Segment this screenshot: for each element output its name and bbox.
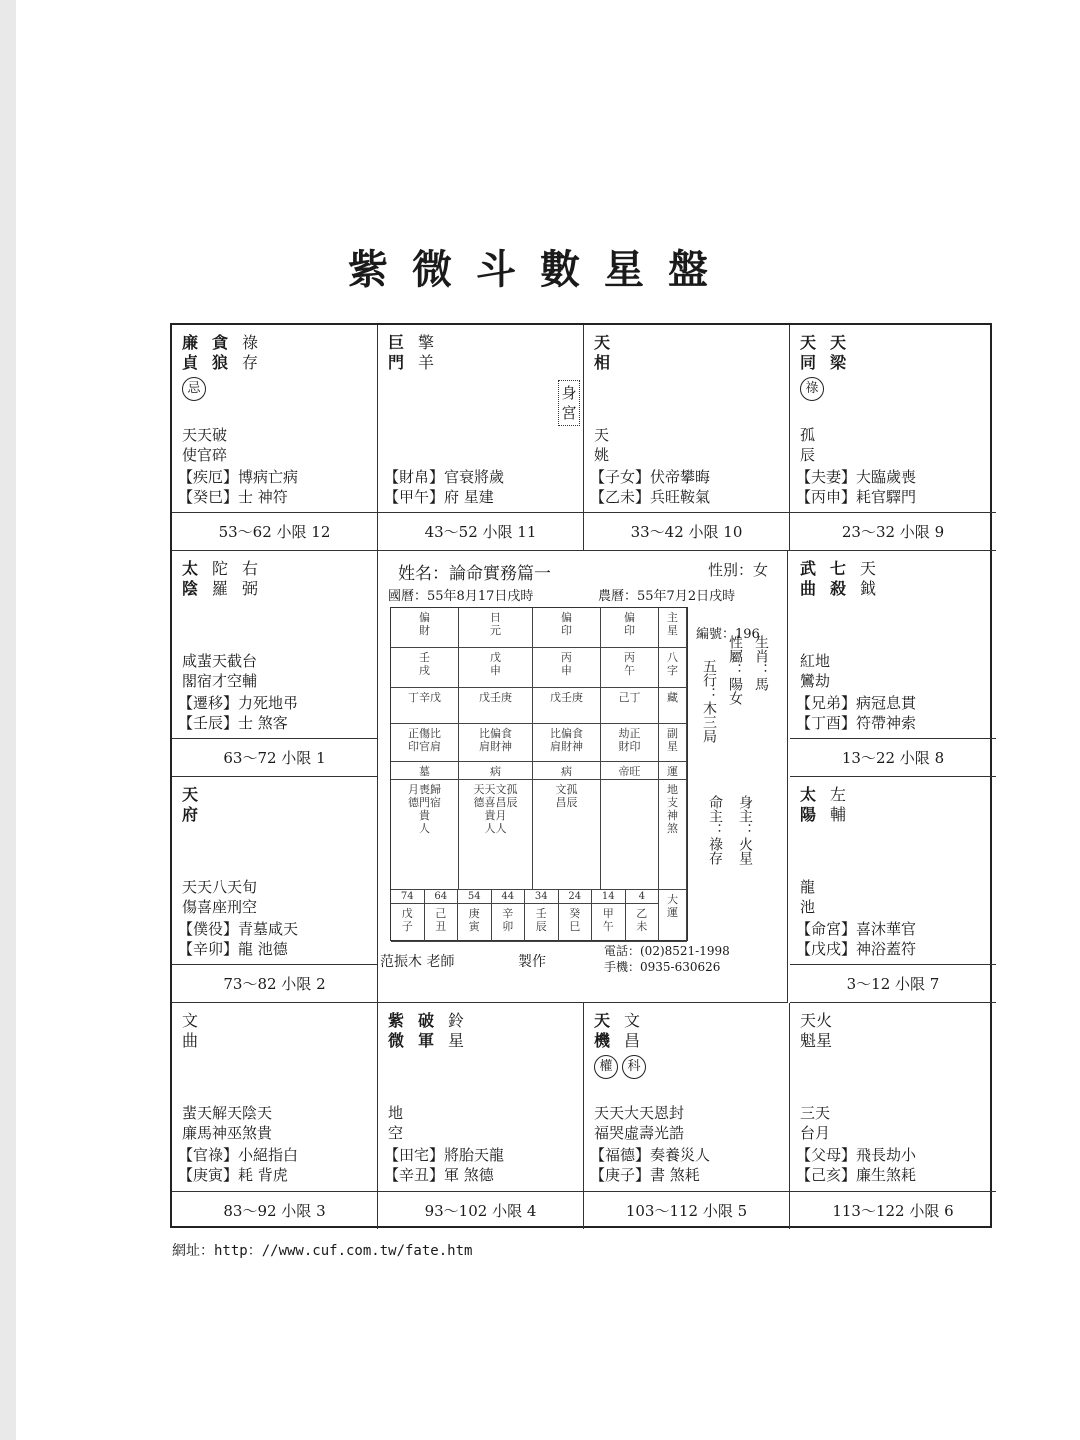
palace-cell [790,1003,996,1229]
dayun-age: 64 [425,890,459,904]
small-stars: 紅地 鸞劫 [800,652,831,690]
scan-edge [0,0,16,1440]
small-limit: 93～102 小限 4 [378,1191,583,1229]
palace-cell [172,1003,378,1229]
palace-stars [182,333,272,401]
dayun-age: 54 [458,890,492,904]
palace-cell [378,325,584,551]
palace-name [796,467,916,507]
small-stars: 蜚天解天陰天 廉馬神巫煞貴 [182,1104,273,1142]
small-limit: 33～42 小限 10 [584,512,789,550]
bazi-cell: 偏 財 [391,608,459,648]
palace-stem: 【癸巳】士 神符 [178,488,288,506]
bazi-cell: 偏 印 [533,608,601,648]
bazi-cell: 藏 [659,688,687,724]
bazi-grid [390,607,688,941]
bazi-cell: 劫正 財印 [601,724,659,762]
marks [594,1051,654,1079]
minor-star: 天 鉞 [860,559,877,598]
bazi-cell: 丙 申 [533,648,601,688]
chart-center [378,551,788,1003]
palace-cell [584,1003,790,1229]
palace-name [178,467,298,507]
body-master: 身主：火星 [737,795,753,865]
bazi-cell: 病 [533,762,601,780]
bazi-cell: 壬 戌 [391,648,459,688]
palace-stars [800,1011,846,1051]
palace-stem: 【己亥】廉生煞耗 [796,1166,917,1184]
gender-field: 性別：女 [708,561,769,579]
palace-stem: 【戊戌】神浴蓋符 [796,940,917,958]
palace-stars [182,559,272,599]
made-label: 製作 [518,954,546,970]
small-limit: 63～72 小限 1 [172,738,377,776]
palace-stem: 【乙未】兵旺鞍氣 [590,488,711,506]
marks [182,373,272,401]
palace-stem: 【庚寅】耗 背虎 [178,1166,288,1184]
maker: 范振木 老師 [380,954,455,970]
palace-name [590,1145,710,1185]
palace-name [590,467,710,507]
minor-star: 擎 羊 [418,333,435,372]
bazi-cell: 病 [459,762,533,780]
bazi-cell: 主 星 [659,608,687,648]
footer-url: 網址：http：//www.cuf.com.tw/fate.htm [172,1243,473,1259]
dayun-age: 34 [525,890,559,904]
minor-star: 文 昌 [624,1011,641,1050]
small-stars: 龍 池 [800,878,816,916]
palace-stars [800,785,860,825]
transform-mark: 祿 [800,377,824,401]
palace-stem: 【丁酉】符帶神索 [796,714,917,732]
palace-line: 【疾厄】博病亡病 [178,468,299,486]
main-star: 七 殺 [830,559,847,598]
main-star: 紫 微 [388,1011,405,1050]
bazi-cell: 天天文孤 德喜昌辰 貴月 人人 [459,780,533,890]
bazi-cell: 戊壬庚 [533,688,601,724]
palace-line: 【兄弟】病冠息貫 [796,694,917,712]
bazi-cell: 丙 午 [601,648,659,688]
palace-cell [790,777,996,1003]
dayun-ganzhi: 壬 辰 [525,904,559,942]
small-stars: 天 姚 [594,426,610,464]
bazi-cell: 偏 印 [601,608,659,648]
palace-line: 【福德】奏養災人 [590,1146,711,1164]
code-number: 編號：196 [696,627,760,642]
main-star: 天 府 [182,785,199,824]
palace-stars [800,333,860,401]
palace-stars [182,1011,212,1051]
dayun-label: 大 運 [659,890,687,942]
minor-star: 天火 魁星 [800,1011,833,1050]
dayun-ganzhi: 戊 子 [391,904,425,942]
small-limit: 13～22 小限 8 [790,738,996,776]
small-stars: 地 空 [388,1104,404,1142]
main-star: 武 曲 [800,559,817,598]
dayun-ganzhi: 甲 午 [592,904,626,942]
palace-cell [790,551,996,777]
palace-name [796,1145,916,1185]
minor-star: 鈴 星 [448,1011,465,1050]
zodiac: 生肖：馬 [753,635,769,691]
phone: 電話：(02)8521-1998 手機：0935-630626 [604,944,730,974]
dayun-ganzhi: 辛 卯 [492,904,526,942]
bazi-cell: 月喪歸 德門宿 貴 人 [391,780,459,890]
small-limit: 103～112 小限 5 [584,1191,789,1229]
palace-stem: 【壬辰】士 煞客 [178,714,288,732]
palace-stem: 【辛卯】龍 池德 [178,940,288,958]
small-stars: 孤 辰 [800,426,816,464]
palace-name [178,919,298,959]
minor-star: 左 輔 [830,785,847,824]
dayun-ganzhi: 乙 未 [626,904,660,942]
bazi-cell: 丁辛戊 [391,688,459,724]
life-master: 命主：祿存 [707,795,723,865]
main-star: 太 陰 [182,559,199,598]
palace-stars [182,785,212,825]
name-field: 姓名：論命實務篇一 [398,564,551,584]
gender-sign: 性屬：陽女 [727,635,743,705]
palace-line: 【父母】飛長劫小 [796,1146,917,1164]
small-stars: 三天 台月 [800,1104,831,1142]
bazi-cell: 墓 [391,762,459,780]
small-limit: 23～32 小限 9 [790,512,996,550]
palace-name [384,467,504,507]
transform-mark: 科 [622,1055,646,1079]
marks [800,373,860,401]
palace-stem: 【庚子】書 煞耗 [590,1166,700,1184]
bazi-cell [601,780,659,890]
palace-name [796,919,916,959]
palace-line: 【遷移】力死地弔 [178,694,299,712]
palace-stars [800,559,890,599]
palace-stars [594,1011,654,1079]
small-limit: 3～12 小限 7 [790,964,996,1002]
dayun-age: 4 [626,890,660,904]
five-elements: 五行：木三局 [701,659,717,743]
main-star: 廉 貞 [182,333,199,372]
bazi-cell: 比偏食 肩財神 [459,724,533,762]
page-title: 紫微斗數星盤 [348,246,732,293]
transform-mark: 權 [594,1055,618,1079]
palace-cell [790,325,996,551]
bazi-cell: 戊 申 [459,648,533,688]
solar-date: 國曆：55年8月17日戌時 [388,589,534,604]
bazi-cell: 日 元 [459,608,533,648]
body-palace-tag: 身 宮 [558,380,580,426]
palace-line: 【子女】伏帝攀晦 [590,468,711,486]
palace-stars [388,333,448,373]
palace-line: 【僕役】青墓咸天 [178,920,299,938]
dayun-age: 74 [391,890,425,904]
palace-name [178,693,298,733]
minor-star: 陀 羅 [212,559,229,598]
palace-name [178,1145,298,1185]
dayun-ganzhi: 己 丑 [425,904,459,942]
palace-line: 【命宮】喜沐華官 [796,920,917,938]
small-limit: 53～62 小限 12 [172,512,377,550]
bazi-cell: 地 支 神 煞 [659,780,687,890]
main-star: 天 同 [800,333,817,372]
small-stars: 天天大天恩封 福哭虛壽光誥 [594,1104,685,1142]
main-star: 巨 門 [388,333,405,372]
dayun-age: 14 [592,890,626,904]
small-limit: 83～92 小限 3 [172,1191,377,1229]
small-stars: 天天破 使官碎 [182,426,228,464]
main-star: 天 梁 [830,333,847,372]
main-star: 太 陽 [800,785,817,824]
palace-stem: 【辛丑】軍 煞德 [384,1166,494,1184]
palace-cell [172,325,378,551]
small-stars: 天天八天旬 傷喜座刑空 [182,878,258,916]
main-star: 天 機 [594,1011,611,1050]
bazi-cell: 比偏食 肩財神 [533,724,601,762]
palace-line: 【田宅】將胎天龍 [384,1146,505,1164]
palace-stars [388,1011,478,1051]
dayun-age: 44 [492,890,526,904]
palace-name [796,693,916,733]
palace-stem: 【甲午】府 星建 [384,488,494,506]
palace-stars [594,333,624,373]
small-limit: 73～82 小限 2 [172,964,377,1002]
dayun-ganzhi: 庚 寅 [458,904,492,942]
transform-mark: 忌 [182,377,206,401]
minor-star: 文 曲 [182,1011,199,1050]
bazi-cell: 運 [659,762,687,780]
palace-cell [378,1003,584,1229]
bazi-cell: 己丁 [601,688,659,724]
main-star: 貪 狼 [212,333,229,372]
palace-line: 【財帛】官衰將歲 [384,468,505,486]
bazi-cell: 帝旺 [601,762,659,780]
bazi-cell: 戊壬庚 [459,688,533,724]
palace-stem: 【丙申】耗官驛門 [796,488,917,506]
bazi-cell: 副 星 [659,724,687,762]
lunar-date: 農曆：55年7月2日戌時 [598,589,736,604]
small-limit: 113～122 小限 6 [790,1191,996,1229]
bazi-cell: 正傷比 印官肩 [391,724,459,762]
dayun-ganzhi: 癸 巳 [559,904,593,942]
star-chart [170,323,992,1228]
main-star: 破 軍 [418,1011,435,1050]
dayun-age: 24 [559,890,593,904]
palace-name [384,1145,504,1185]
palace-cell [172,777,378,1003]
palace-line: 【夫妻】大臨歲喪 [796,468,917,486]
bazi-cell: 八 字 [659,648,687,688]
palace-cell [584,325,790,551]
small-stars: 咸蜚天截台 閣宿才空輔 [182,652,258,690]
minor-star: 右 弼 [242,559,259,598]
main-star: 天 相 [594,333,611,372]
palace-cell [172,551,378,777]
small-limit: 43～52 小限 11 [378,512,583,550]
palace-line: 【官祿】小絕指白 [178,1146,299,1164]
bazi-cell: 文孤 昌辰 [533,780,601,890]
minor-star: 祿 存 [242,333,259,372]
